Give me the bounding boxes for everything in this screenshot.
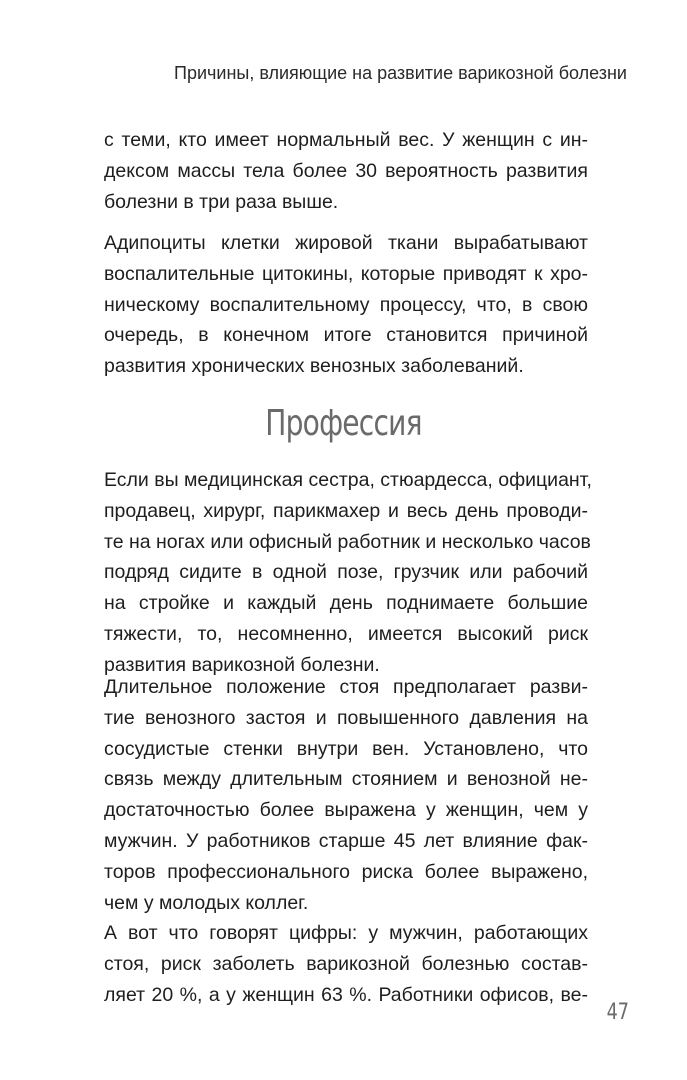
text-line: воспалительные цитокины, которые приводят к хро- — [104, 262, 588, 285]
text-line: сосудистые стенки внутри вен. Установлено, что — [104, 737, 588, 760]
text-line: тие венозного застоя и повышенного давления на — [104, 706, 588, 729]
running-header: Причины, влияющие на развитие варикозной болезни — [174, 63, 627, 83]
text-line: торов профессионального риска более выражено, — [104, 860, 588, 883]
page-number: 47 — [606, 1000, 629, 1025]
text-line: Адипоциты клетки жировой ткани вырабатывают — [104, 232, 588, 254]
text-line: Длительное положение стоя предполагает разви- — [104, 676, 588, 698]
text-line: подряд сидите в одной позе, грузчик или рабочий — [104, 561, 588, 584]
paragraph — [104, 918, 588, 1010]
text-line: ляет 20 %, а у женщин 63 %. Работники офисов, ве- — [104, 983, 588, 1006]
text-line: мужчин. У работников старше 45 лет влияние фак- — [104, 829, 588, 852]
section-heading: Профессия — [265, 403, 422, 444]
text-line: чем у молодых коллег. — [104, 891, 309, 914]
paragraph — [104, 125, 588, 217]
text-line: Если вы медицинская сестра, стюардесса, официант, — [104, 469, 592, 491]
text-line: достаточностью более выражена у женщин, чем у — [104, 799, 588, 822]
text-line: продавец, хирург, парикмахер и весь день проводи- — [104, 499, 588, 522]
text-line: стоя, риск заболеть варикозной болезнью состав- — [104, 952, 588, 975]
paragraph — [104, 672, 588, 918]
text-line: ническому воспалительному процессу, что, в свою — [104, 293, 588, 316]
text-line: с теми, кто имеет нормальный вес. У женщин с ин- — [104, 129, 588, 151]
text-line: на стройке и каждый день поднимаете большие — [104, 592, 588, 615]
text-line: развития хронических венозных заболеваний. — [104, 355, 524, 378]
text-line: тяжести, то, несомненно, имеется высокий риск — [104, 622, 588, 645]
text-line: А вот что говорят цифры: у мужчин, работающих — [104, 922, 588, 944]
paragraph — [104, 465, 592, 681]
text-line: связь между длительным стоянием и венозной не- — [104, 768, 588, 791]
paragraph — [104, 228, 588, 382]
text-line: те на ногах или офисный работник и несколько часов — [104, 530, 591, 553]
text-line: развития варикозной болезни. — [104, 653, 380, 676]
text-line: дексом массы тела более 30 вероятность развития — [104, 159, 588, 182]
text-line: болезни в три раза выше. — [104, 190, 339, 213]
text-line: очередь, в конечном итоге становится причиной — [104, 324, 588, 347]
